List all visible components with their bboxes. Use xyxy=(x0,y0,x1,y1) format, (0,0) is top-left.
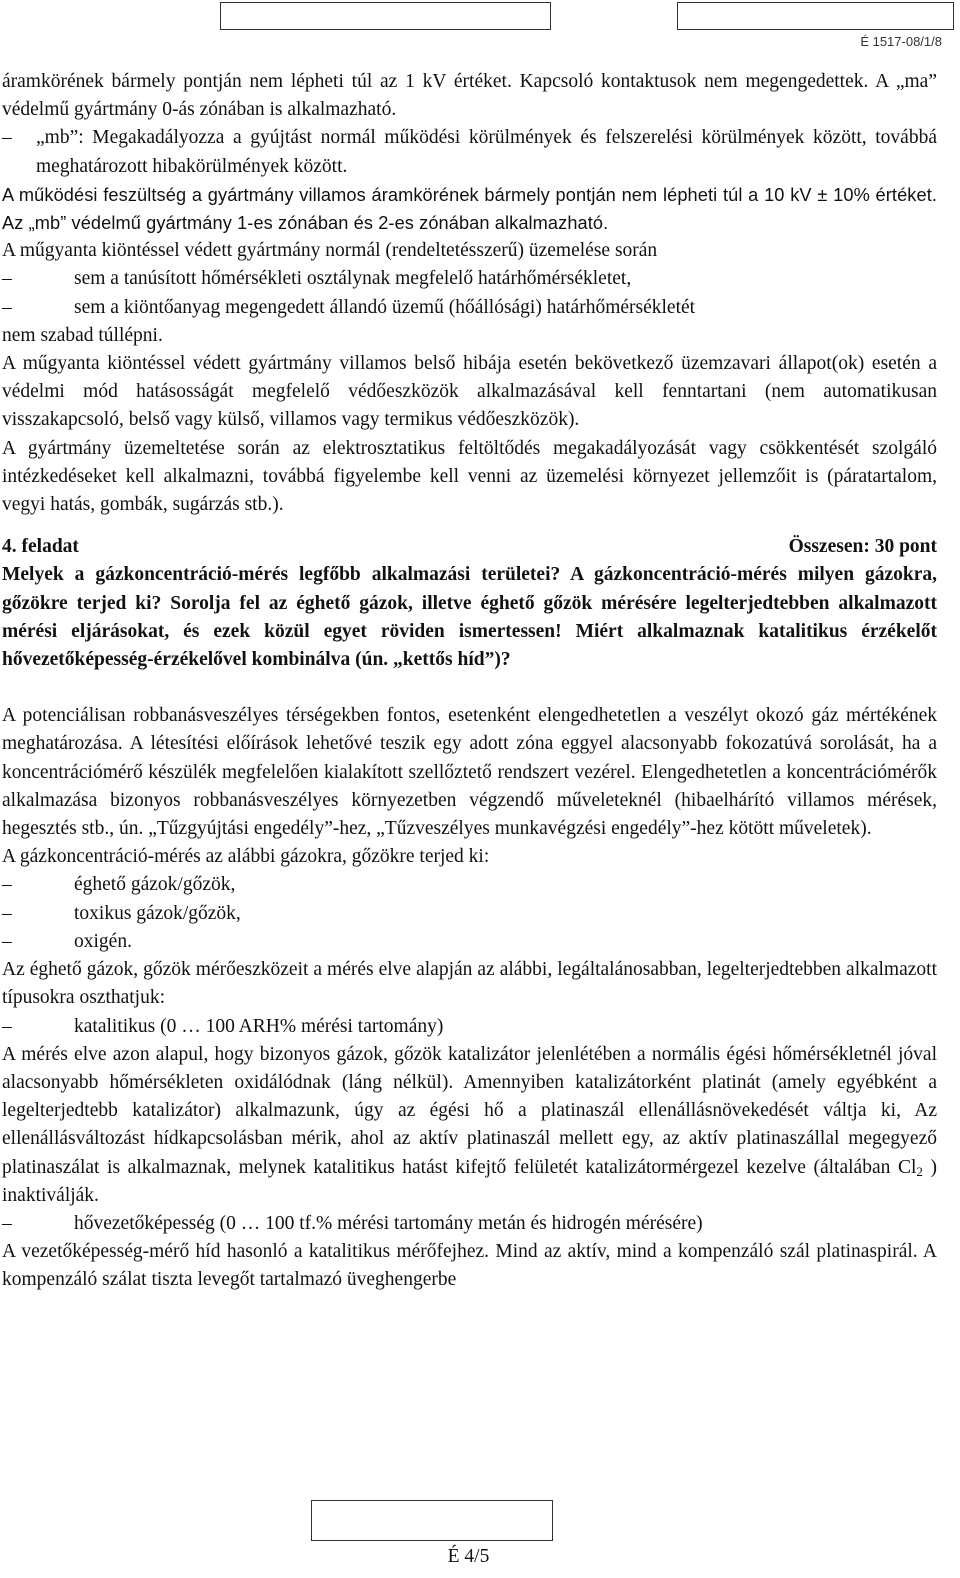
gas-list-item-3 xyxy=(2,928,937,956)
gas-list-item-1-text: éghető gázok/gőzök, xyxy=(74,874,236,896)
method-thermal-conductivity-text: hővezetőképesség (0 … 100 tf.% mérési tartomány metán és hidrogén mérésére) xyxy=(74,1212,703,1234)
dash-marker: – xyxy=(2,268,12,290)
answer-paragraph-4-end: ) inaktiválják. xyxy=(2,1156,938,1206)
task-header xyxy=(2,533,937,561)
header-box-left xyxy=(220,2,551,30)
header-box-right xyxy=(677,2,954,30)
gas-list-item-1 xyxy=(2,871,937,899)
dash-marker: – xyxy=(2,902,12,924)
paragraph-4-end: nem szabad túllépni. xyxy=(2,324,163,346)
dash-marker: – xyxy=(2,874,12,896)
task-number: 4. feladat xyxy=(2,536,79,558)
spacer xyxy=(2,674,937,702)
gas-list-item-3-text: oxigén. xyxy=(74,930,132,952)
list-item-temp-2 xyxy=(2,294,937,322)
list-item-temp-1-text: sem a tanúsított hőmérsékleti osztálynak megfelelő határhőmérsékletet, xyxy=(74,268,632,290)
task-question: Melyek a gázkoncentráció-mérés legfőbb alkalmazási területei? A gázkoncentráció-mérés milyen gázokra, gőzökre terjed ki? Sorolja fel az éghető gázok, illetve éghető gőzök mérésére legelterjedtebben alkalmazott mérési eljárásokat, és ezek közül egyet röviden ismertessen! Miért alkalmaznak katalitikus érzékelőt hővezetőképesség-érzékelővel kombinálva (ún. „kettős híd”)? xyxy=(2,564,937,671)
document-code: É 1517-08/1/8 xyxy=(860,34,942,49)
list-item-mb-text: „mb”: Megakadályozza a gyújtást normál működési körülmények és felszerelési körülmények között, továbbá meghatározott hibakörülmények között. xyxy=(36,127,937,177)
gas-list-item-2-text: toxikus gázok/gőzök, xyxy=(74,902,241,924)
gas-list-item-2 xyxy=(2,900,937,928)
answer-paragraph-4-text: A mérés elve azon alapul, hogy bizonyos gázok, gőzök katalizátor jelenlétében a normális égési hőmérsékletnél jóval alacsonyabb hőmérsékleten oxidálódnak (láng nélkül). Amennyiben katalizátorként platinát (amely egyébként a legelterjedtebb katalizátor) alkalmazunk, úgy az égési hő a platinaszál ellenállásnövekedését váltja ki, Az ellenállásváltozást hídkapcsolásban mérik, ahol az aktív platinaszál mellett egy, az aktív platinaszállal megegyező platinaszálat is alkalmaznak, melynek katalitikus hatást kifejtő felületét katalizátormérgezel kezelve (általában xyxy=(2,1043,937,1178)
method-catalytic-text: katalitikus (0 … 100 ARH% mérési tartomány) xyxy=(74,1015,444,1037)
method-thermal-conductivity xyxy=(2,1210,937,1238)
spacer xyxy=(2,519,937,533)
paragraph-5: A műgyanta kiöntéssel védett gyártmány villamos belső hibája esetén bekövetkező üzemzavari állapot(ok) esetén a védelmi mód hatásosságát megfelelő védőeszközök alkalmazásával kell fenntartani (nem automatikusan visszakapcsoló, belső vagy külső, villamos vagy termikus védőeszközök). xyxy=(2,353,937,431)
answer-paragraph-4 xyxy=(2,1041,937,1210)
paragraph-3: A működési feszültség a gyártmány villamos áramkörének bármely pontján nem lépheti túl a 10 kV ± 10% értéket. Az „mb” védelmű gyártmány 1-es zónában és 2-es zónában alkalmazható. xyxy=(2,184,937,234)
dash-marker: – xyxy=(2,930,12,952)
chlorine-symbol: Cl xyxy=(897,1156,917,1178)
paragraph-6: A gyártmány üzemeltetése során az elektrosztatikus feltöltődés megakadályozását vagy csökkentését szolgáló intézkedéseket kell alkalmazni, továbbá figyelembe kell venni az üzemelési környezet jellemzőit is (páratartalom, vegyi hatás, gombák, sugárzás stb.). xyxy=(2,437,937,516)
list-item-temp-2-text: sem a kiöntőanyag megengedett állandó üzemű (hőállósági) határhőmérsékletét xyxy=(74,296,696,318)
answer-paragraph-3: Az éghető gázok, gőzök mérőeszközeit a mérés elve alapján az alábbi, legáltalánosabban, legelterjedtebben alkalmazott típusokra oszthatjuk: xyxy=(2,959,937,1009)
answer-paragraph-1: A potenciálisan robbanásveszélyes térségekben fontos, esetenként elengedhetetlen a veszélyt okozó gáz mértékének meghatározása. A létesítési előírások lehetővé teszik egy adott zóna eggyel alacsonyabb fokozatúvá sorolását, ha a koncentrációmérő készülék megfelelően kialakított szellőztető rendszert vezérel. Elengedhetetlen a koncentrációmérők alkalmazása bizonyos robbanásveszélyes környezetben végzendő műveleteknél (hibaelhárító villamos mérések, hegesztés stb., ún. „Tűzgyújtási engedély”-hez, „Tűzveszélyes munkavégzési engedély”-hez kötött műveletek). xyxy=(2,705,937,840)
dash-marker: – xyxy=(2,127,12,149)
dash-marker: – xyxy=(2,1212,12,1234)
answer-paragraph-6: A vezetőképesség-mérő híd hasonló a katalitikus mérőfejhez. Mind az aktív, mind a kompenzáló szál platinaspirál. A kompenzáló szálat tiszta levegőt tartalmazó üveghengerbe xyxy=(2,1241,937,1291)
page-content xyxy=(2,68,937,1295)
dash-marker: – xyxy=(2,1015,12,1037)
list-item-mb xyxy=(2,124,937,180)
dash-marker: – xyxy=(2,296,12,318)
list-item-temp-1 xyxy=(2,265,937,293)
answer-paragraph-2: A gázkoncentráció-mérés az alábbi gázokra, gőzökre terjed ki: xyxy=(2,846,490,868)
method-catalytic xyxy=(2,1013,937,1041)
paragraph-1: áramkörének bármely pontján nem lépheti túl az 1 kV értéket. Kapcsoló kontaktusok nem megengedettek. A „ma” védelmű gyártmány 0-ás zónában is alkalmazható. xyxy=(2,71,937,121)
page-number: É 4/5 xyxy=(447,1546,490,1567)
footer-score-box xyxy=(311,1500,553,1541)
chlorine-subscript: 2 xyxy=(916,1163,923,1179)
task-points: Összesen: 30 pont xyxy=(788,536,937,558)
paragraph-4: A műgyanta kiöntéssel védett gyártmány normál (rendeltetésszerű) üzemelése során xyxy=(2,240,658,262)
